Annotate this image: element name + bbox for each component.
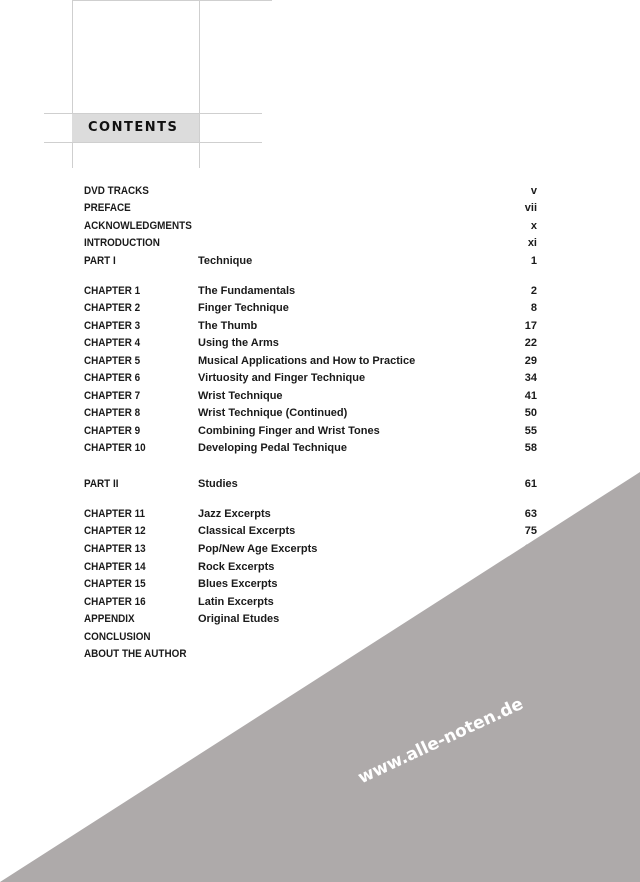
toc-page-number: 61 — [524, 478, 537, 490]
toc-label: ABOUT THE AUTHOR — [84, 648, 187, 660]
toc-page-number: 55 — [524, 425, 537, 437]
toc-page-number: 63 — [524, 508, 537, 520]
watermark-text: www.alle-noten.de — [355, 693, 527, 789]
toc-page-number: 50 — [524, 407, 537, 419]
toc-label: PREFACE — [84, 202, 131, 214]
toc-page-number: 34 — [524, 372, 537, 384]
toc-label: CHAPTER 3 — [84, 320, 141, 332]
toc-label: CHAPTER 10 — [84, 442, 146, 454]
toc-page-number: 58 — [524, 442, 537, 454]
toc-page-number: v — [530, 185, 537, 197]
toc-title: Finger Technique — [198, 302, 289, 314]
toc-title: Studies — [198, 478, 238, 490]
toc-title: Jazz Excerpts — [198, 508, 271, 520]
toc-page-number: 75 — [524, 525, 537, 537]
toc-page-number: 41 — [524, 390, 537, 402]
toc-title: The Thumb — [198, 320, 258, 332]
page-title: CONTENTS — [88, 120, 179, 135]
toc-title: Combining Finger and Wrist Tones — [198, 425, 380, 437]
toc-label: PART II — [84, 478, 119, 490]
toc-title: Using the Arms — [198, 337, 279, 349]
toc-title: Rock Excerpts — [198, 561, 275, 573]
toc-label: CHAPTER 13 — [84, 543, 146, 555]
toc-label: CHAPTER 11 — [84, 508, 146, 520]
toc-page-number: x — [530, 220, 537, 232]
toc-label: CHAPTER 5 — [84, 355, 141, 367]
toc-label: CHAPTER 15 — [84, 578, 146, 590]
toc-page-number: 17 — [524, 320, 537, 332]
toc-title: Wrist Technique — [198, 390, 283, 402]
toc-label: CHAPTER 12 — [84, 525, 146, 537]
toc-label: DVD TRACKS — [84, 185, 149, 197]
toc-label: CHAPTER 1 — [84, 285, 141, 297]
toc-page-number: 2 — [530, 285, 537, 297]
toc-title: Wrist Technique (Continued) — [198, 407, 348, 419]
toc-title: Classical Excerpts — [198, 525, 296, 537]
toc-title: Latin Excerpts — [198, 596, 274, 608]
toc-label: CHAPTER 6 — [84, 372, 141, 384]
toc-label: CHAPTER 14 — [84, 561, 146, 573]
toc-label: CHAPTER 9 — [84, 425, 141, 437]
toc-title: Technique — [198, 255, 253, 267]
toc-label: CHAPTER 8 — [84, 407, 141, 419]
toc-label: CHAPTER 7 — [84, 390, 141, 402]
toc-title: Developing Pedal Technique — [198, 442, 347, 454]
toc-page-number: 8 — [530, 302, 537, 314]
toc-label: APPENDIX — [84, 613, 135, 625]
toc-title: Musical Applications and How to Practice — [198, 355, 416, 367]
toc-title: Original Etudes — [198, 613, 280, 625]
toc-label: CONCLUSION — [84, 631, 151, 643]
toc-label: CHAPTER 2 — [84, 302, 141, 314]
toc-page-number: 1 — [530, 255, 537, 267]
toc-title: Virtuosity and Finger Technique — [198, 372, 366, 384]
toc-label: ACKNOWLEDGMENTS — [84, 220, 192, 232]
toc-label: INTRODUCTION — [84, 237, 160, 249]
toc-page-number: xi — [527, 237, 537, 249]
toc-title: Blues Excerpts — [198, 578, 278, 590]
watermark-triangle — [0, 472, 640, 882]
toc-label: CHAPTER 4 — [84, 337, 141, 349]
toc-page-number: 22 — [524, 337, 537, 349]
toc-page-number: vii — [524, 202, 537, 214]
toc-label: CHAPTER 16 — [84, 596, 146, 608]
toc-label: PART I — [84, 255, 116, 267]
toc-page-number: 29 — [524, 355, 537, 367]
toc-title: Pop/New Age Excerpts — [198, 543, 318, 555]
toc-title: The Fundamentals — [198, 285, 296, 297]
